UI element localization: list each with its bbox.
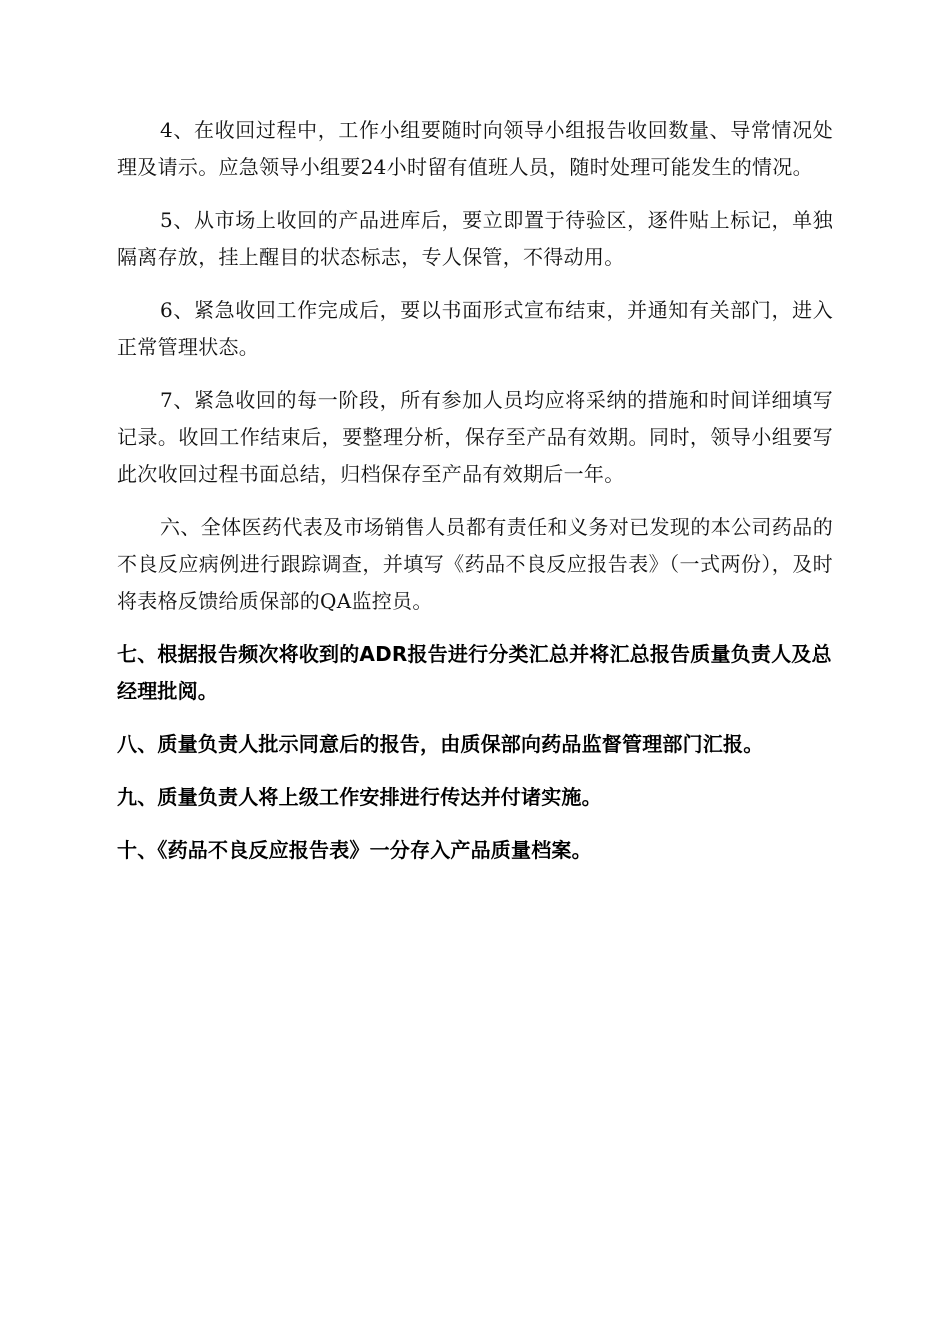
paragraph-item-6: 6、紧急收回工作完成后，要以书面形式宣布结束，并通知有关部门，进入正常管理状态。	[117, 298, 833, 359]
bold-section-7: 七、根据报告频次将收到的ADR报告进行分类汇总并将汇总报告质量负责人及总经理批阅。	[117, 642, 832, 703]
paragraph-item-5: 5、从市场上收回的产品进库后，要立即置于待验区，逐件贴上标记，单独隔离存放，挂上醒目的状态标志，专人保管，不得动用。	[117, 208, 833, 269]
document-body	[117, 112, 833, 869]
bold-section-10: 十、《药品不良反应报告表》一分存入产品质量档案。	[117, 838, 592, 862]
bold-section-8: 八、质量负责人批示同意后的报告，由质保部向药品监督管理部门汇报。	[117, 732, 764, 756]
bold-section-9: 九、质量负责人将上级工作安排进行传达并付诸实施。	[117, 785, 602, 809]
paragraph-item-4: 4、在收回过程中，工作小组要随时向领导小组报告收回数量、导常情况处理及请示。应急领导小组要24小时留有值班人员，随时处理可能发生的情况。	[117, 118, 833, 179]
paragraph-item-7: 7、紧急收回的每一阶段，所有参加人员均应将采纳的措施和时间详细填写记录。收回工作结束后，要整理分析，保存至产品有效期。同时，领导小组要写此次收回过程书面总结，归档保存至产品有效期后一年。	[117, 388, 833, 486]
paragraph-section-6: 六、全体医药代表及市场销售人员都有责任和义务对已发现的本公司药品的不良反应病例进行跟踪调查，并填写《药品不良反应报告表》（一式两份），及时将表格反馈给质保部的QA监控员。	[117, 515, 833, 613]
